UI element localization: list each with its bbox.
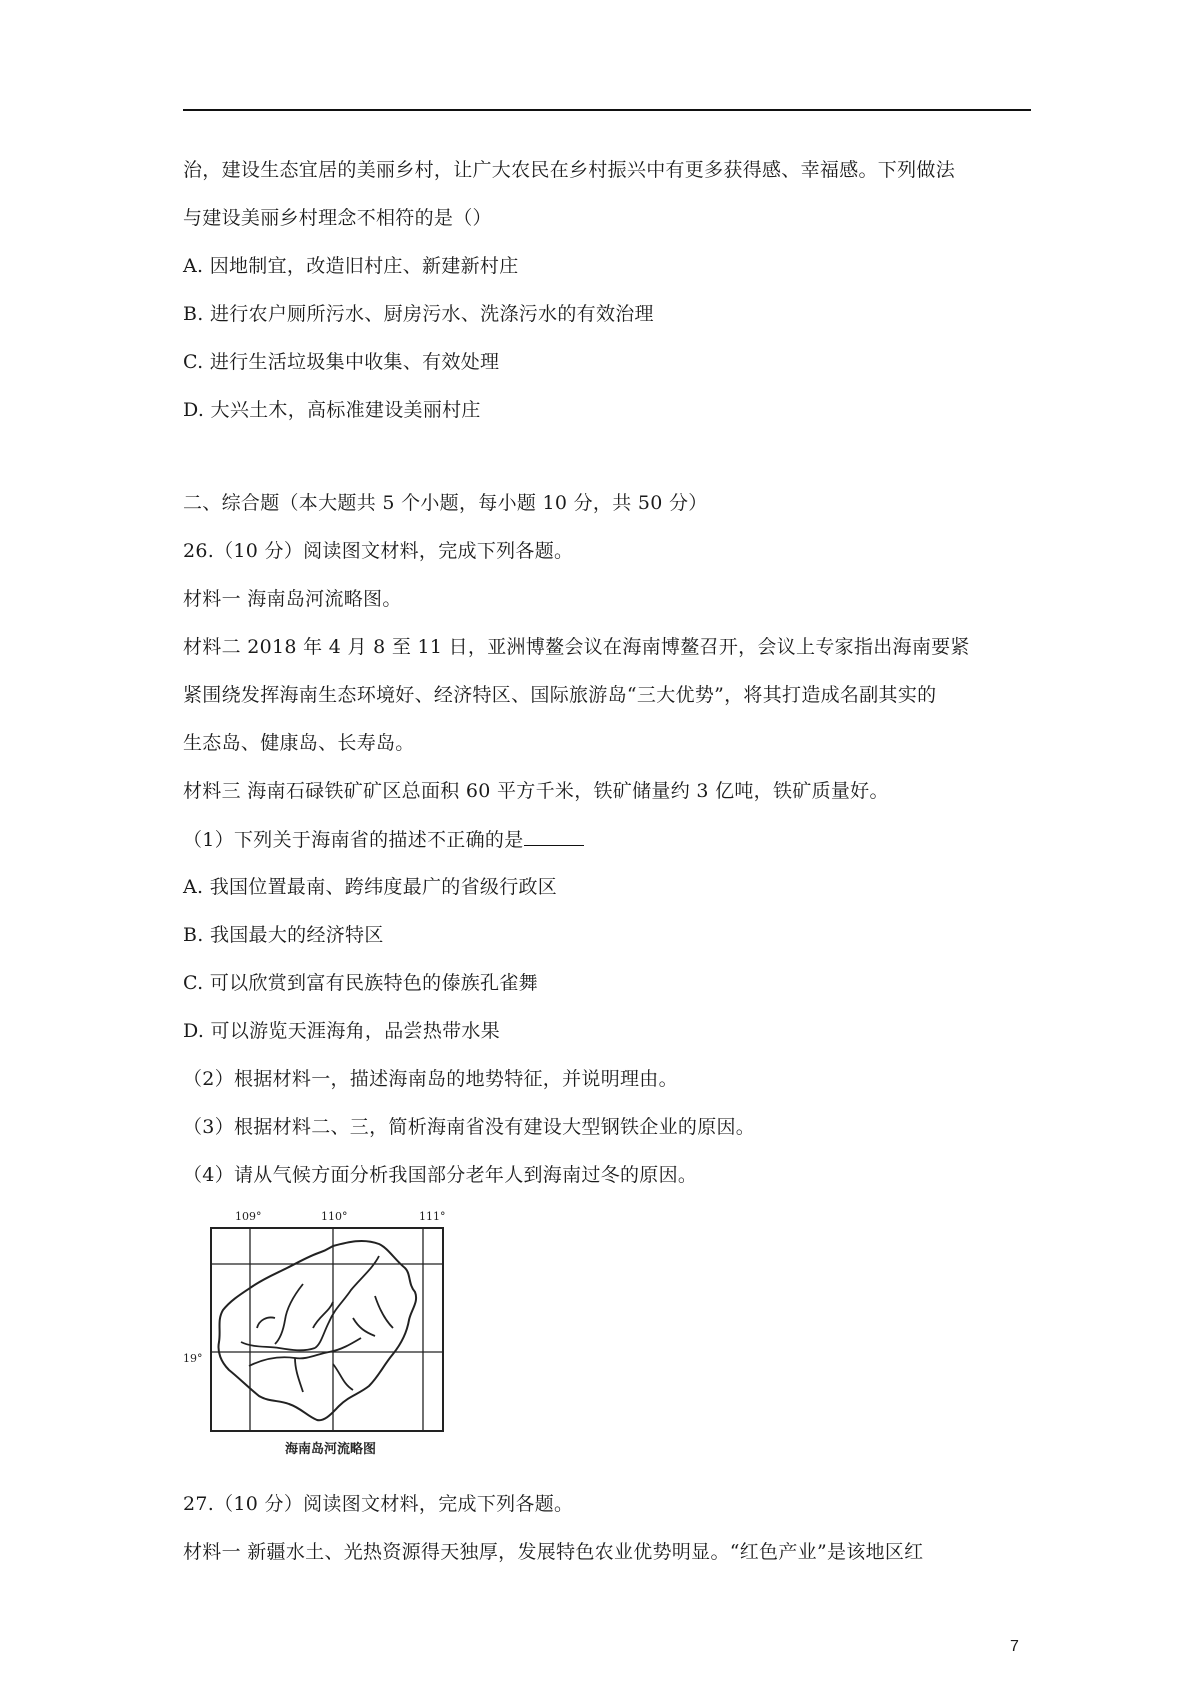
q26-material1: 材料一 海南岛河流略图。 xyxy=(183,588,402,610)
lon-label-109: 109° xyxy=(235,1210,262,1223)
q26-sub4: （4）请从气候方面分析我国部分老年人到海南过冬的原因。 xyxy=(183,1164,698,1186)
q25-option-a: A. 因地制宜，改造旧村庄、新建新村庄 xyxy=(183,255,519,277)
rivers xyxy=(241,1256,393,1392)
q26-sub2: （2）根据材料一，描述海南岛的地势特征，并说明理由。 xyxy=(183,1068,678,1090)
answer-blank xyxy=(524,827,584,846)
q26-sub1 xyxy=(183,827,584,852)
river-nandu-lower xyxy=(241,1342,315,1350)
q26-stem: 26.（10 分）阅读图文材料，完成下列各题。 xyxy=(183,540,574,562)
q26-material2-line1: 材料二 2018 年 4 月 8 至 11 日，亚洲博鳌会议在海南博鳌召开，会议上专家指出海南要紧 xyxy=(183,636,970,658)
river-tributary-2 xyxy=(313,1302,333,1328)
river-tributary-5 xyxy=(353,1318,375,1336)
map-frame xyxy=(211,1228,443,1431)
q27-material1: 材料一 新疆水土、光热资源得天独厚，发展特色农业优势明显。“红色产业”是该地区红 xyxy=(183,1541,924,1563)
river-wanquan xyxy=(375,1296,393,1328)
q25-option-b: B. 进行农户厕所污水、厨房污水、洗涤污水的有效治理 xyxy=(183,303,654,325)
river-tributary-1 xyxy=(275,1284,303,1344)
lon-label-110: 110° xyxy=(321,1210,348,1223)
section2-heading: 二、综合题（本大题共 5 个小题，每小题 10 分，共 50 分） xyxy=(183,492,708,514)
q25-option-d: D. 大兴土木，高标准建设美丽村庄 xyxy=(183,399,481,421)
river-tributary-6 xyxy=(333,1364,353,1390)
hainan-river-map xyxy=(183,1198,463,1464)
q26-sub1-text: （1）下列关于海南省的描述不正确的是 xyxy=(183,829,524,851)
header-rule xyxy=(183,109,1031,111)
q25-line1: 治，建设生态宜居的美丽乡村，让广大农民在乡村振兴中有更多获得感、幸福感。下列做法 xyxy=(183,159,956,181)
map-caption: 海南岛河流略图 xyxy=(285,1442,377,1457)
river-tributary-3 xyxy=(257,1317,275,1328)
q26-material2-line3: 生态岛、健康岛、长寿岛。 xyxy=(183,732,415,754)
q26-option-d: D. 可以游览天涯海角，品尝热带水果 xyxy=(183,1020,501,1042)
q26-option-c: C. 可以欣赏到富有民族特色的傣族孔雀舞 xyxy=(183,972,538,994)
q26-sub3: （3）根据材料二、三，简析海南省没有建设大型钢铁企业的原因。 xyxy=(183,1116,756,1138)
page-number: 7 xyxy=(1010,1638,1019,1655)
lat-label-19: 19° xyxy=(183,1352,203,1365)
q26-material3: 材料三 海南石碌铁矿矿区总面积 60 平方千米，铁矿储量约 3 亿吨，铁矿质量好。 xyxy=(183,780,889,802)
q26-option-a: A. 我国位置最南、跨纬度最广的省级行政区 xyxy=(183,876,558,898)
river-tributary-4 xyxy=(295,1358,303,1392)
island-outline xyxy=(218,1241,416,1420)
hainan-river-map-svg xyxy=(183,1198,463,1460)
q25-option-c: C. 进行生活垃圾集中收集、有效处理 xyxy=(183,351,500,373)
q26-material2-line2: 紧围绕发挥海南生态环境好、经济特区、国际旅游岛“三大优势”，将其打造成名副其实的 xyxy=(183,684,937,706)
q27-stem: 27.（10 分）阅读图文材料，完成下列各题。 xyxy=(183,1493,574,1515)
q26-option-b: B. 我国最大的经济特区 xyxy=(183,924,384,946)
lon-label-111: 111° xyxy=(419,1210,446,1223)
map-grid xyxy=(211,1228,443,1431)
q25-line2: 与建设美丽乡村理念不相符的是（） xyxy=(183,207,492,229)
